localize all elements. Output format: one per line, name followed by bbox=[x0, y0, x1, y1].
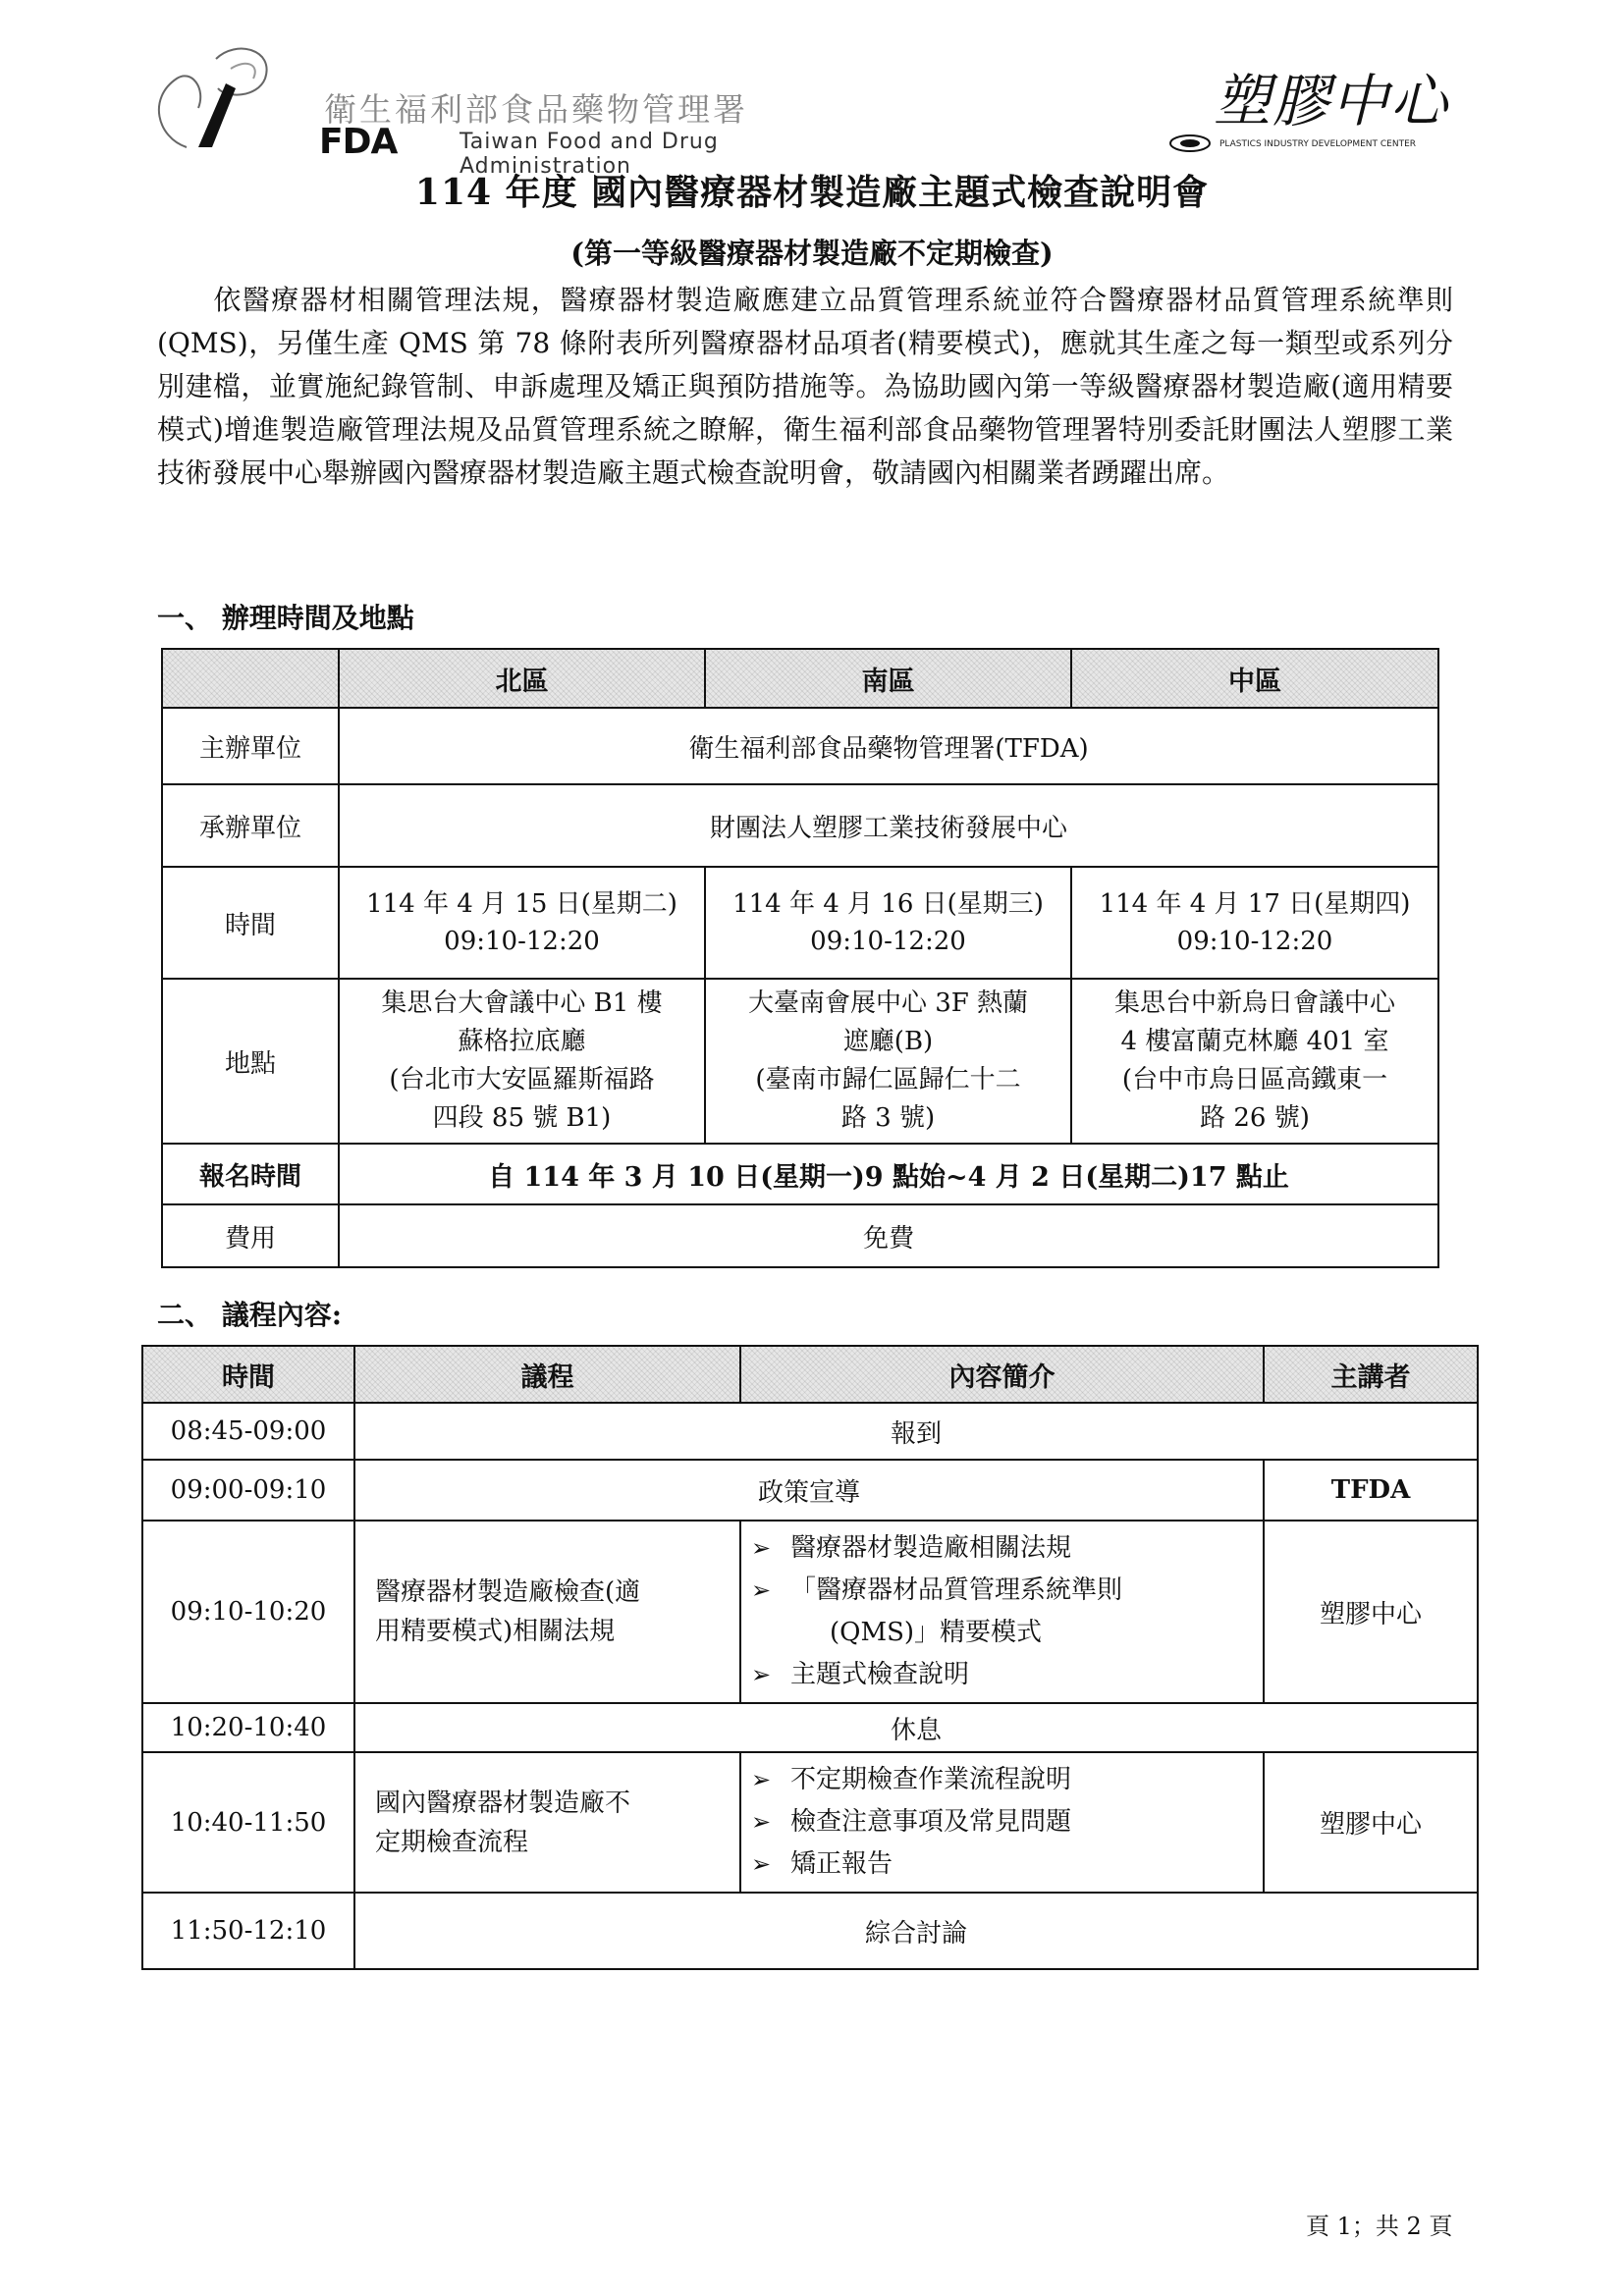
intro-paragraph bbox=[157, 279, 1453, 495]
agenda-content bbox=[740, 1752, 1264, 1893]
agenda-topic bbox=[354, 1752, 740, 1893]
agenda-time: 09:00-09:10 bbox=[142, 1460, 354, 1521]
table-row bbox=[162, 1204, 1438, 1267]
agenda-time: 11:50-12:10 bbox=[142, 1893, 354, 1969]
page-number: 頁 1；共 2 頁 bbox=[1306, 2213, 1453, 2240]
time-date: 114 年 4 月 15 日(星期二) bbox=[366, 889, 677, 919]
fee-value: 免費 bbox=[339, 1204, 1438, 1267]
location-line: (台中市烏日區高鐵東一 bbox=[1121, 1065, 1388, 1095]
fda-name-en: Taiwan Food and Drug Administration bbox=[460, 130, 719, 179]
location-line: 四段 85 號 B1) bbox=[432, 1103, 612, 1133]
agenda-time: 10:20-10:40 bbox=[142, 1703, 354, 1752]
row-label-organizer: 主辦單位 bbox=[162, 708, 339, 784]
agenda-bullet: ➢ 主題式檢查說明 bbox=[751, 1654, 1253, 1696]
agenda-speaker: 塑膠中心 bbox=[1264, 1521, 1478, 1703]
time-date: 114 年 4 月 17 日(星期四) bbox=[1099, 889, 1411, 919]
pidc-name-en: PLASTICS INDUSTRY DEVELOPMENT CENTER bbox=[1219, 139, 1417, 149]
table-row bbox=[142, 1460, 1478, 1521]
pidc-badge-icon bbox=[1168, 133, 1212, 153]
pidc-logo bbox=[1168, 59, 1483, 157]
section-1-heading: 一、 辦理時間及地點 bbox=[157, 602, 414, 634]
agenda-table bbox=[141, 1345, 1479, 1970]
agenda-topic-line: 定期檢查流程 bbox=[375, 1827, 529, 1857]
location-line: 蘇格拉底廳 bbox=[458, 1027, 586, 1056]
agenda-merged: 政策宣導 bbox=[354, 1460, 1264, 1521]
col-central: 中區 bbox=[1071, 649, 1438, 708]
table-row bbox=[142, 1521, 1478, 1703]
agenda-header-speaker: 主講者 bbox=[1264, 1346, 1478, 1403]
location-line: (臺南市歸仁區歸仁十二 bbox=[755, 1065, 1021, 1095]
fda-wordmark: FDA bbox=[319, 122, 398, 162]
agenda-topic-line: 醫療器材製造廠檢查(適 bbox=[375, 1577, 641, 1607]
time-hours: 09:10-12:20 bbox=[1176, 927, 1333, 956]
agenda-header-topic: 議程 bbox=[354, 1346, 740, 1403]
agenda-bullet: ➢ 醫療器材製造廠相關法規 bbox=[751, 1527, 1253, 1570]
location-central bbox=[1071, 979, 1438, 1144]
agenda-bullet: ➢ 「醫療器材品質管理系統準則 bbox=[751, 1570, 1253, 1612]
pidc-name-zh: 塑膠中心 bbox=[1214, 68, 1450, 134]
location-line: 4 樓富蘭克林廳 401 室 bbox=[1120, 1027, 1389, 1056]
agenda-merged: 報到 bbox=[354, 1403, 1478, 1460]
agenda-merged: 綜合討論 bbox=[354, 1893, 1478, 1969]
agenda-header-content: 內容簡介 bbox=[740, 1346, 1264, 1403]
table-row bbox=[162, 784, 1438, 867]
row-label-registration: 報名時間 bbox=[162, 1144, 339, 1204]
fda-name-zh: 衛生福利部食品藥物管理署 bbox=[324, 90, 748, 129]
agenda-topic-line: 國內醫療器材製造廠不 bbox=[375, 1788, 631, 1818]
location-north bbox=[339, 979, 705, 1144]
table-row bbox=[162, 979, 1438, 1144]
co-organizer-value: 財團法人塑膠工業技術發展中心 bbox=[339, 784, 1438, 867]
location-line: 路 3 號) bbox=[840, 1103, 936, 1133]
agenda-time: 08:45-09:00 bbox=[142, 1403, 354, 1460]
header-blank-cell bbox=[162, 649, 339, 708]
location-line: 大臺南會展中心 3F 熱蘭 bbox=[747, 988, 1029, 1018]
table-row bbox=[142, 1893, 1478, 1969]
agenda-bullet: ➢ 不定期檢查作業流程說明 bbox=[751, 1759, 1253, 1801]
location-line: (台北市大安區羅斯福路 bbox=[389, 1065, 655, 1095]
time-hours: 09:10-12:20 bbox=[810, 927, 966, 956]
agenda-speaker: 塑膠中心 bbox=[1264, 1752, 1478, 1893]
location-south bbox=[705, 979, 1071, 1144]
table-row bbox=[162, 867, 1438, 979]
time-central bbox=[1071, 867, 1438, 979]
row-label-co-organizer: 承辦單位 bbox=[162, 784, 339, 867]
organizer-value: 衛生福利部食品藥物管理署(TFDA) bbox=[339, 708, 1438, 784]
time-north bbox=[339, 867, 705, 979]
fda-logo bbox=[147, 39, 815, 179]
document-subtitle: (第一等級醫療器材製造廠不定期檢查) bbox=[570, 237, 1054, 270]
row-label-fee: 費用 bbox=[162, 1204, 339, 1267]
location-line: 集思台中新烏日會議中心 bbox=[1113, 988, 1395, 1018]
agenda-bullet-continuation: (QMS)」精要模式 bbox=[830, 1618, 1043, 1647]
row-label-location: 地點 bbox=[162, 979, 339, 1144]
row-label-time: 時間 bbox=[162, 867, 339, 979]
table-row bbox=[142, 1403, 1478, 1460]
table-row bbox=[162, 1144, 1438, 1204]
time-date: 114 年 4 月 16 日(星期三) bbox=[732, 889, 1044, 919]
agenda-content bbox=[740, 1521, 1264, 1703]
agenda-header-time: 時間 bbox=[142, 1346, 354, 1403]
location-line: 遮廳(B) bbox=[842, 1027, 934, 1056]
registration-value: 自 114 年 3 月 10 日(星期一)9 點始~4 月 2 日(星期二)17 點止 bbox=[339, 1144, 1438, 1204]
location-line: 集思台大會議中心 B1 樓 bbox=[381, 988, 663, 1018]
section-2-heading: 二、 議程內容: bbox=[157, 1299, 343, 1331]
time-south bbox=[705, 867, 1071, 979]
agenda-merged: 休息 bbox=[354, 1703, 1478, 1752]
table-row bbox=[142, 1752, 1478, 1893]
intro-text: 依醫療器材相關管理法規，醫療器材製造廠應建立品質管理系統並符合醫療器材品質管理系統準則(QMS)，另僅生產 QMS 第 78 條附表所列醫療器材品項者(精要模式)，應就其生產之每一類型或系列分別建檔，並實施紀錄管制、申訴處理及矯正與預防措施等。為協助國內第一等級醫療器材製造廠(適用精要模式)增進製造廠管理法規及品質管理系統之瞭解，衛生福利部食品藥物管理署特別委託財團法人塑膠工業技術發展中心舉辦國內醫療器材製造廠主題式檢查說明會，敬請國內相關業者踴躍出席。 bbox=[157, 284, 1453, 489]
col-north: 北區 bbox=[339, 649, 705, 708]
agenda-topic-line: 用精要模式)相關法規 bbox=[375, 1617, 616, 1646]
agenda-bullet: ➢ 矯正報告 bbox=[751, 1843, 1253, 1886]
agenda-time: 10:40-11:50 bbox=[142, 1752, 354, 1893]
location-line: 路 26 號) bbox=[1200, 1103, 1310, 1133]
time-hours: 09:10-12:20 bbox=[444, 927, 600, 956]
agenda-topic bbox=[354, 1521, 740, 1703]
table-row bbox=[162, 708, 1438, 784]
table-row bbox=[162, 649, 1438, 708]
agenda-time: 09:10-10:20 bbox=[142, 1521, 354, 1703]
table-row bbox=[142, 1346, 1478, 1403]
table-row bbox=[142, 1703, 1478, 1752]
agenda-speaker: TFDA bbox=[1264, 1460, 1478, 1521]
col-south: 南區 bbox=[705, 649, 1071, 708]
document-title: 114 年度 國內醫療器材製造廠主題式檢查說明會 bbox=[414, 172, 1210, 213]
schedule-table bbox=[161, 648, 1439, 1268]
butterfly-icon bbox=[147, 39, 324, 157]
agenda-bullet: ➢ 檢查注意事項及常見問題 bbox=[751, 1801, 1253, 1843]
